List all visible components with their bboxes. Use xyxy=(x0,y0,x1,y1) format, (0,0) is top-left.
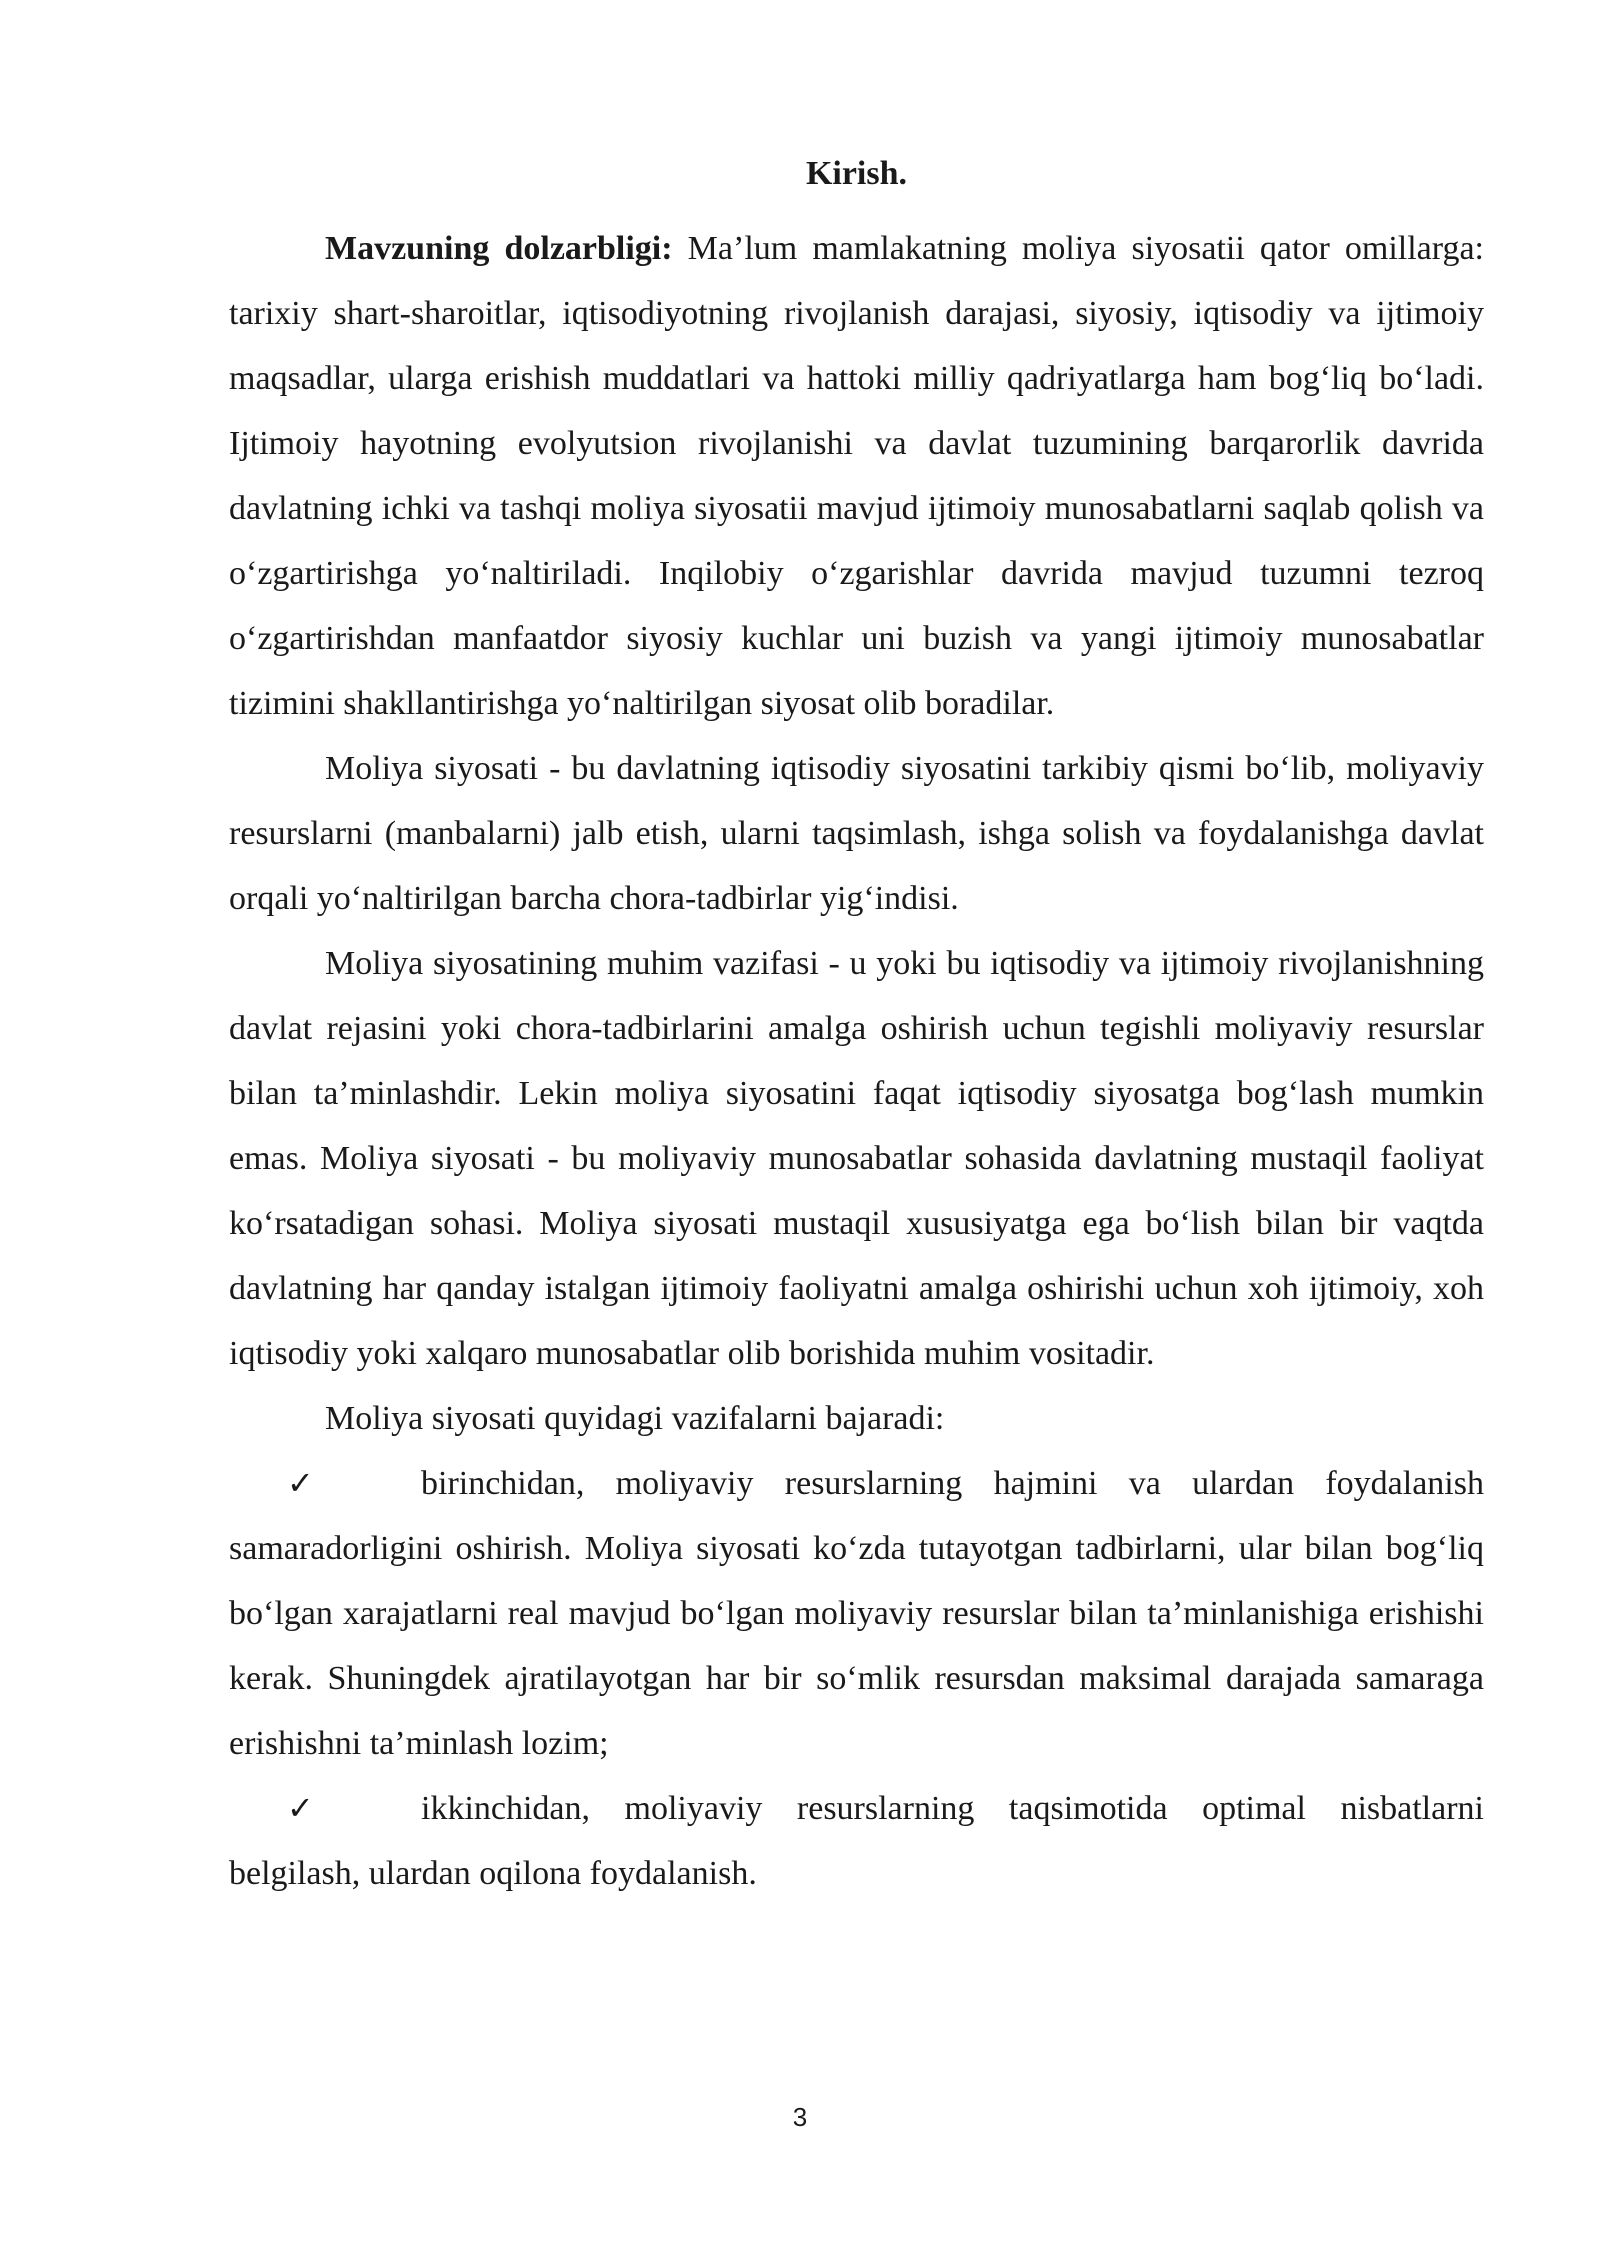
paragraph-main-task: Moliya siyosatining muhim vazifasi - u yoki bu iqtisodiy va ijtimoiy rivojlanishning davlat rejasini yoki chora-tadbirlarini amalga oshirish uchun tegishli moliyaviy resurslar bilan ta’minlashdir. Lekin moliya siyosatini faqat iqtisodiy siyosatga bog‘lash mumkin emas. Moliya siyosati - bu moliyaviy munosabatlar sohasida davlatning mustaqil faoliyat ko‘rsatadigan sohasi. Moliya siyosati mustaqil xususiyatga ega bo‘lish bilan bir vaqtda davlatning har qanday istalgan ijtimoiy faoliyatni amalga oshirishi uchun xoh ijtimoiy, xoh iqtisodiy yoki xalqaro munosabatlar olib borishida muhim vositadir. xyxy=(229,945,1484,1372)
paragraph-text: Ma’lum mamlakatning moliya siyosatii qator omillarga: tarixiy shart-sharoitlar, iqtisodiyotning rivojlanish darajasi, siyosiy, iqtisodiy va ijtimoiy maqsadlar, ularga erishish muddatlari va hattoki milliy qadriyatlarga ham bog‘liq bo‘ladi. Ijtimoiy hayotning evolyutsion rivojlanishi va davlat tuzumining barqarorlik davrida davlatning ichki va tashqi moliya siyosatii mavjud ijtimoiy munosabatlarni saqlab qolish va o‘zgartirishga yo‘naltiriladi. Inqilobiy o‘zgarishlar davrida mavjud tuzumni tezroq o‘zgartirishdan manfaatdor siyosiy kuchlar uni buzish va yangi ijtimoiy munosabatlar tizimini shakllantirishga yo‘naltirilgan siyosat olib boradilar. xyxy=(229,230,1484,722)
paragraph-tasks-intro: Moliya siyosati quyidagi vazifalarni bajaradi: xyxy=(325,1400,945,1437)
document-page xyxy=(229,150,1484,1906)
checkmark-icon: ✓ xyxy=(287,1789,314,1827)
paragraph-definition: Moliya siyosati - bu davlatning iqtisodiy siyosatini tarkibiy qismi bo‘lib, moliyaviy resurslarni (manbalarni) jalb etish, ularni taqsimlash, ishga solish va foydalanishga davlat orqali yo‘naltirilgan barcha chora-tadbirlar yig‘indisi. xyxy=(229,750,1484,917)
document-title: Kirish. xyxy=(805,155,908,192)
list-item xyxy=(229,1451,1484,1776)
list-item xyxy=(229,1776,1484,1906)
list-item-text: birinchidan, moliyaviy resurslarning hajmini va ulardan foydalanish samaradorligini oshirish. Moliya siyosati ko‘zda tutayotgan tadbirlarni, ular bilan bog‘liq bo‘lgan xarajatlarni real mavjud bo‘lgan moliyaviy resurslar bilan ta’minlanishiga erishishi kerak. Shuningdek ajratilayotgan har bir so‘mlik resursdan maksimal darajada samaraga erishishni ta’minlash lozim; xyxy=(229,1465,1484,1762)
page-number: 3 xyxy=(792,2102,808,2132)
paragraph-relevance xyxy=(229,216,1484,736)
paragraph-lead: Mavzuning dolzarbligi: xyxy=(325,230,673,267)
list-item-text: ikkinchidan, moliyaviy resurslarning taqsimotida optimal nisbatlarni belgilash, ulardan oqilona foydalanish. xyxy=(229,1790,1484,1892)
checkmark-icon: ✓ xyxy=(287,1464,314,1502)
